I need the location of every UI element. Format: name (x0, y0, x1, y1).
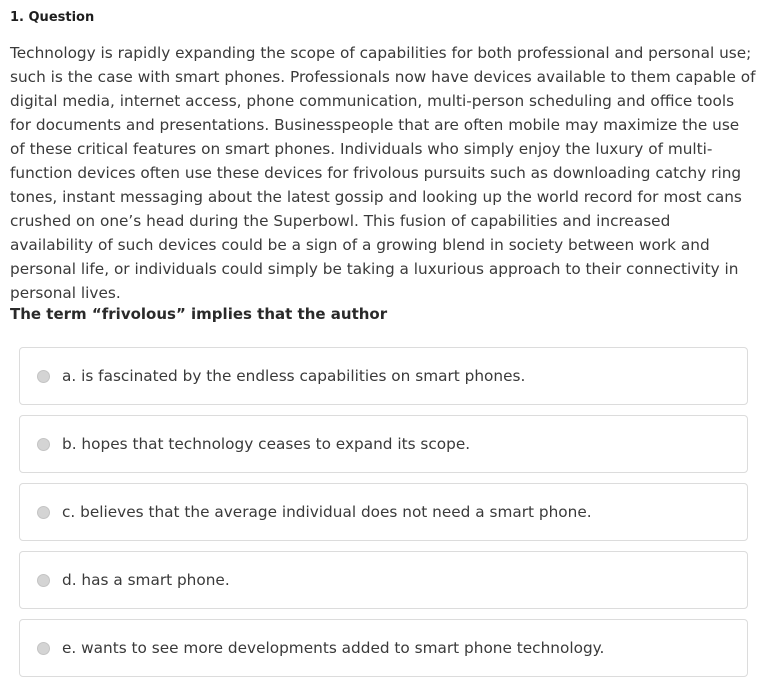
option-e[interactable] (19, 619, 748, 677)
radio-button-a[interactable] (37, 370, 50, 383)
question-prompt: The term “frivolous” implies that the author (10, 305, 388, 323)
radio-button-d[interactable] (37, 574, 50, 587)
radio-button-c[interactable] (37, 506, 50, 519)
option-c[interactable] (19, 483, 748, 541)
option-d-label: d. has a smart phone. (62, 571, 230, 589)
radio-button-b[interactable] (37, 438, 50, 451)
question-passage: Technology is rapidly expanding the scope of capabilities for both professional and personal use; such is the case with smart phones. Professionals now have devices available to them capable of digital media, internet access, phone communication, multi-person scheduling and office tools for documents and presentations. Businesspeople that are often mobile may maximize the use of these critical features on smart phones. Individuals who simply enjoy the luxury of multi-function devices often use these devices for frivolous pursuits such as downloading catchy ring tones, instant messaging about the latest gossip and looking up the world record for most cans crushed on one’s head during the Superbowl. This fusion of capabilities and increased availability of such devices could be a sign of a growing blend in society between work and personal life, or individuals could simply be taking a luxurious approach to their connectivity in personal lives. (10, 44, 756, 302)
option-b[interactable] (19, 415, 748, 473)
option-b-label: b. hopes that technology ceases to expand its scope. (62, 435, 471, 453)
question-number: 1. Question (10, 10, 95, 25)
radio-button-e[interactable] (37, 642, 50, 655)
option-d[interactable] (19, 551, 748, 609)
option-a[interactable] (19, 347, 748, 405)
option-a-label: a. is fascinated by the endless capabilities on smart phones. (62, 367, 526, 385)
option-c-label: c. believes that the average individual does not need a smart phone. (62, 503, 592, 521)
answer-options (19, 347, 748, 687)
option-e-label: e. wants to see more developments added to smart phone technology. (62, 639, 605, 657)
